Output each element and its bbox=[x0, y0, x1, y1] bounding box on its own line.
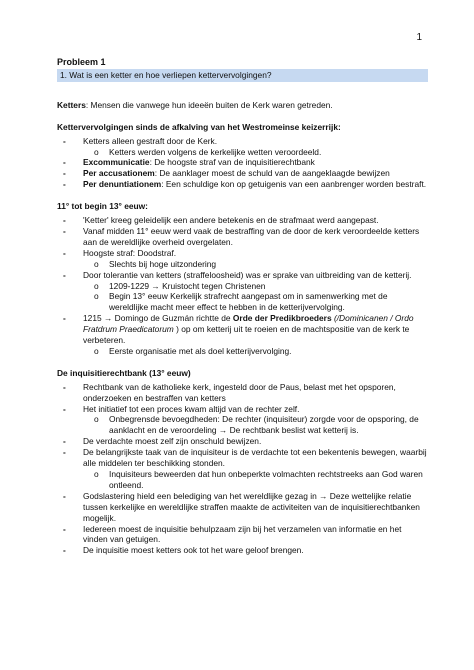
list-item-text: Vanaf midden 11° eeuw werd vaak de bestraffing van de door de kerk veroordeelde ketters aan de wereldlijke overheid overgelaten. bbox=[83, 225, 420, 247]
circle-bullet-icon: o bbox=[94, 469, 99, 479]
definition-term: Ketters bbox=[57, 99, 86, 110]
section3-list bbox=[57, 382, 428, 557]
italic-latin-name: (/Dominicanen / Ordo Fratdrum Praedicatorum bbox=[83, 313, 414, 335]
list-item-text: Iedereen moest de inquisitie behulpzaam zijn bij het verzamelen van informatie en het vinden van getuigen. bbox=[83, 523, 402, 545]
definition-paragraph bbox=[57, 100, 428, 111]
sub-list-item-text: Slechts bij hoge uitzondering bbox=[109, 258, 217, 269]
list-item-text: : Een schuldige kon op getuigenis van een aanbrenger worden bestraft. bbox=[161, 179, 427, 190]
list-item-text: : De hoogste straf van de inquisitierechtbank bbox=[149, 157, 315, 168]
section-heading-11e-13e-eeuw: 11° tot begin 13° eeuw: bbox=[57, 201, 148, 212]
dash-bullet-icon: - bbox=[63, 225, 66, 236]
definition-text: : Mensen die vanwege hun ideeën buiten de Kerk waren getreden. bbox=[85, 99, 333, 110]
list-item bbox=[57, 215, 428, 226]
list-item bbox=[57, 382, 428, 404]
list-item bbox=[57, 404, 428, 415]
dash-bullet-icon: - bbox=[63, 247, 66, 258]
dash-bullet-icon: - bbox=[63, 168, 66, 179]
sub-list-item-text: Ketters werden volgens de kerkelijke wetten veroordeeld. bbox=[109, 146, 322, 157]
list-item bbox=[57, 248, 428, 259]
term-orde-der-predikbroeders: Orde der Predikbroeders bbox=[232, 313, 332, 324]
arrow-right-icon: → bbox=[319, 490, 328, 501]
list-item bbox=[57, 270, 428, 281]
sub-list-item-text: 1209-1229 bbox=[109, 280, 150, 291]
list-item-text: 'Ketter' kreeg geleidelijk een andere betekenis en de strafmaat werd aangepast. bbox=[83, 215, 379, 226]
list-item bbox=[57, 226, 428, 248]
dash-bullet-icon: - bbox=[63, 135, 66, 146]
section1-list bbox=[57, 136, 428, 191]
list-item-text: Godslastering hield een belediging van het wereldlijke gezag in bbox=[83, 490, 317, 501]
page-number: 1 bbox=[416, 32, 422, 43]
term-excommunicatie: Excommunicatie bbox=[83, 157, 150, 168]
dash-bullet-icon: - bbox=[63, 403, 66, 414]
list-item bbox=[57, 524, 428, 546]
list-item-text: Deze wettelijke relatie tussen kerkelijke en wereldlijke straffen maakte de activiteiten van de inquisitierechtbanken mogelijk. bbox=[83, 490, 420, 523]
list-item bbox=[57, 447, 428, 469]
term-per-accusationem: Per accusationem bbox=[83, 168, 155, 179]
sub-list-item-text: Onbegrensde bevoegdheden: De rechter (inquisiteur) zorgde voor de opsporing, de aanklacht en de veroordeling bbox=[109, 414, 419, 436]
list-item-text: Domingo de Guzmán richtte de bbox=[114, 313, 233, 324]
sub-list-item-text: De rechtbank beslist wat ketterij is. bbox=[229, 425, 359, 436]
sub-list-item bbox=[57, 346, 428, 357]
list-item bbox=[57, 545, 428, 556]
highlighted-question: 1. Wat is een ketter en hoe verliepen kettervervolgingen? bbox=[57, 69, 428, 82]
arrow-right-icon: → bbox=[151, 280, 160, 291]
circle-bullet-icon: o bbox=[94, 258, 99, 269]
dash-bullet-icon: - bbox=[63, 436, 66, 447]
list-item-text: De inquisitie moest ketters ook tot het ware geloof brengen. bbox=[83, 545, 304, 556]
section-heading-inquisitierechtbank: De inquisitierechtbank (13° eeuw) bbox=[57, 367, 191, 378]
sub-list-item bbox=[57, 469, 428, 491]
dash-bullet-icon: - bbox=[63, 381, 66, 392]
list-item-text: Het initiatief tot een proces kwam altijd van de rechter zelf. bbox=[83, 403, 300, 414]
circle-bullet-icon: o bbox=[94, 146, 99, 157]
list-item bbox=[57, 179, 428, 190]
sub-list-item-text: Begin 13° eeuw Kerkelijk strafrecht aangepast om in samenwerking met de wereldlijke macht meer effect te hebben in de ketterijvervolging. bbox=[109, 291, 388, 313]
sub-list-item bbox=[57, 259, 428, 270]
list-item bbox=[57, 436, 428, 447]
circle-bullet-icon: o bbox=[94, 414, 99, 425]
list-item-text: De belangrijkste taak van de inquisiteur is de verdachte tot een bekentenis bewegen, waarbij alle middelen ter beschikking stonden. bbox=[83, 447, 427, 469]
list-item bbox=[57, 168, 428, 179]
sub-list-item-text: Inquisiteurs beweerden dat hun onbeperkte volmachten rechtstreeks aan God waren ontleend. bbox=[109, 469, 423, 490]
dash-bullet-icon: - bbox=[63, 269, 66, 280]
list-item-text: : De aanklager moest de schuld van de aangeklaagde bewijzen bbox=[154, 168, 390, 179]
list-item bbox=[57, 157, 428, 168]
sub-list-item bbox=[57, 291, 428, 313]
section-heading-kettervervolgingen: Kettervervolgingen sinds de afkalving van het Westromeinse keizerrijk: bbox=[57, 121, 341, 132]
list-item-text: 1215 bbox=[83, 313, 102, 324]
document-title: Probleem 1 bbox=[57, 57, 106, 67]
list-item bbox=[57, 313, 428, 346]
sub-list-item bbox=[57, 281, 428, 292]
section2-list bbox=[57, 215, 428, 357]
list-item-text: Door tolerantie van ketters (straffeloosheid) was er sprake van uitbreiding van de ketterij. bbox=[83, 269, 412, 280]
list-item-text: Hoogste straf: Doodstraf. bbox=[83, 247, 177, 258]
document-body bbox=[57, 57, 428, 556]
arrow-right-icon: → bbox=[103, 313, 113, 324]
term-per-denuntiationem: Per denuntiationem bbox=[83, 179, 162, 190]
sub-list-item-text: Kruistocht tegen Christenen bbox=[162, 280, 266, 291]
dash-bullet-icon: - bbox=[63, 313, 66, 324]
dash-bullet-icon: - bbox=[63, 447, 66, 458]
sub-list-item bbox=[57, 414, 428, 436]
circle-bullet-icon: o bbox=[94, 291, 99, 302]
circle-bullet-icon: o bbox=[94, 345, 99, 356]
list-item-text: ) op om ketterij uit te roeien en de machtspositie van de kerk te verbeteren. bbox=[83, 324, 410, 346]
list-item bbox=[57, 491, 428, 524]
dash-bullet-icon: - bbox=[63, 157, 66, 168]
circle-bullet-icon: o bbox=[94, 280, 99, 291]
sub-list-item-text: Eerste organisatie met als doel ketterijvervolging. bbox=[109, 345, 292, 356]
dash-bullet-icon: - bbox=[63, 215, 66, 226]
sub-list-item bbox=[57, 147, 428, 158]
dash-bullet-icon: - bbox=[63, 545, 66, 556]
dash-bullet-icon: - bbox=[63, 523, 66, 534]
list-item-text: Ketters alleen gestraft door de Kerk. bbox=[83, 135, 218, 146]
list-item-text: Rechtbank van de katholieke kerk, ingesteld door de Paus, belast met het opsporen, onderzoeken en bestraffen van ketters bbox=[83, 381, 396, 403]
dash-bullet-icon: - bbox=[63, 179, 66, 190]
list-item bbox=[57, 136, 428, 147]
list-item-text: De verdachte moest zelf zijn onschuld bewijzen. bbox=[83, 436, 262, 447]
dash-bullet-icon: - bbox=[63, 490, 66, 501]
arrow-right-icon: → bbox=[218, 425, 228, 436]
